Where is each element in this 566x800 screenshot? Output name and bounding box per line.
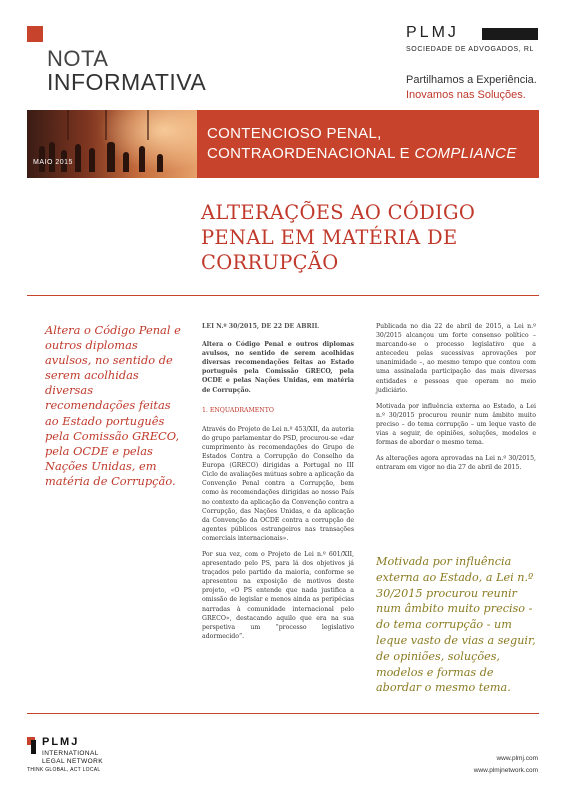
title-line3: CORRUPÇÃO	[201, 251, 339, 274]
practice-area-line1: CONTENCIOSO PENAL,	[207, 125, 382, 142]
plmj-logo-word: PLMJ	[406, 24, 459, 41]
divider-top	[27, 295, 539, 296]
article-title	[201, 200, 521, 275]
lead-paragraph: Altera o Código Penal e outros diplomas avulsos, no sentido de serem acolhidas diversas recomendações feitas ao Estado português pela Comissão GRECO, pela OCDE e pelas Nações Unidas, em matéria de Corrupção.	[202, 341, 354, 394]
slogan-line2: Inovamos nas Soluções.	[406, 89, 526, 101]
body-column-1	[202, 322, 354, 648]
body-paragraph: Publicada no dia 22 de abril de 2015, a Lei n.º 30/2015 alcançou um forte consenso político – marcando-se o processo legislativo que a antecedeu pelas sucessivas aprovações por unanimidade –, ao mesmo tempo que contou com uma assinalada participação das mais diversas entidades e pessoas que operam no meio judiciário.	[376, 323, 536, 394]
footer-logo-bar	[31, 740, 36, 754]
slogan-line1: Partilhamos a Experiência.	[406, 74, 537, 86]
pullquote-left: Altera o Código Penal e outros diplomas avulsos, no sentido de serem acolhidas diversas recomendações feitas ao Estado português pela Comissão GRECO, pela OCDE e pelas Nações Unidas, em matéria de Corrupção.	[45, 323, 181, 488]
body-column-2	[376, 322, 536, 479]
title-line2: PENAL EM MATÉRIA DE	[201, 226, 458, 249]
pullquote-right: Motivada por influência externa ao Estado, a Lei n.º 30/2015 procurou reunir num âmbito muito preciso - do tema corrupção - um leque vasto de vias a seguir, de opiniões, soluções, modelos e formas de abordar o mesmo tema.	[376, 555, 536, 695]
footer-logo-word: PLMJ	[42, 736, 80, 748]
footer-tagline: THINK GLOBAL, ACT LOCAL	[27, 767, 101, 773]
body-paragraph: Por sua vez, com o Projeto de Lei n.º 601/XII, apresentado pelo PS, para lá dos objetivos já traçados pelo partido da maioria, conforme se apresentou na exposição de motivos deste projeto, «O PS entende que nada justifica a omissão de legislar e menos ainda as peripécias narradas à comunidade internacional pelo GRECO», destacando aquilo que era na sua perspetiva um “processo legislativo adormecido”.	[202, 550, 354, 640]
plmj-logo-bar	[482, 28, 538, 40]
footer-url-plmj[interactable]: www.plmj.com	[496, 755, 538, 762]
header-red-square	[27, 26, 43, 42]
footer-url-network[interactable]: www.plmjnetwork.com	[473, 767, 538, 774]
nota-title-line1: NOTA	[47, 46, 109, 71]
banner-red-panel	[197, 110, 539, 178]
footer-network-line: INTERNATIONAL LEGAL NETWORK	[42, 750, 103, 765]
body-paragraph: As alterações agora aprovadas na Lei n.º 30/2015, entraram em vigor no dia 27 de abril de 2015.	[376, 455, 536, 472]
issue-date: MAIO 2015	[33, 159, 73, 166]
compliance-word: COMPLIANCE	[414, 145, 517, 162]
plmj-logo-subtitle: SOCIEDADE DE ADVOGADOS, RL	[406, 46, 535, 53]
body-paragraph: Motivada por influência externa ao Estado, a Lei n.º 30/2015 procurou reunir num âmbito muito preciso – do tema corrupção – um leque vasto de vias a seguir, de opiniões, soluções, modelos e formas de abordar o mesmo tema.	[376, 402, 536, 447]
section-heading: 1. ENQUADRAMENTO	[202, 406, 274, 414]
title-line1: ALTERAÇÕES AO CÓDIGO	[201, 201, 476, 224]
divider-bottom	[27, 713, 539, 714]
nota-title-line2: INFORMATIVA	[47, 69, 207, 95]
body-paragraph: Através do Projeto de Lei n.º 453/XII, da autoria do grupo parlamentar do PSD, procurou-se «dar cumprimento às recomendações do Grupo de Estados Contra a Corrupção do Conselho da Europa (GRECO) dirigidas a Portugal no III Ciclo de avaliações mútuas sobre a aplicação da Convenção Penal contra a Corrupção, bem como às recomendações dirigidas ao nosso País no contexto da aplicação da Convenção contra a Corrupção, das Nações Unidas, e da aplicação da Convenção da OCDE contra a corrupção de agentes públicos estrangeiros nas transações comerciais internacionais».	[202, 425, 354, 542]
practice-area-line2: CONTRAORDENACIONAL E COMPLIANCE	[207, 145, 517, 162]
banner-photo	[27, 110, 197, 178]
law-reference: LEI N.º 30/2015, DE 22 DE ABRIL	[202, 323, 319, 330]
